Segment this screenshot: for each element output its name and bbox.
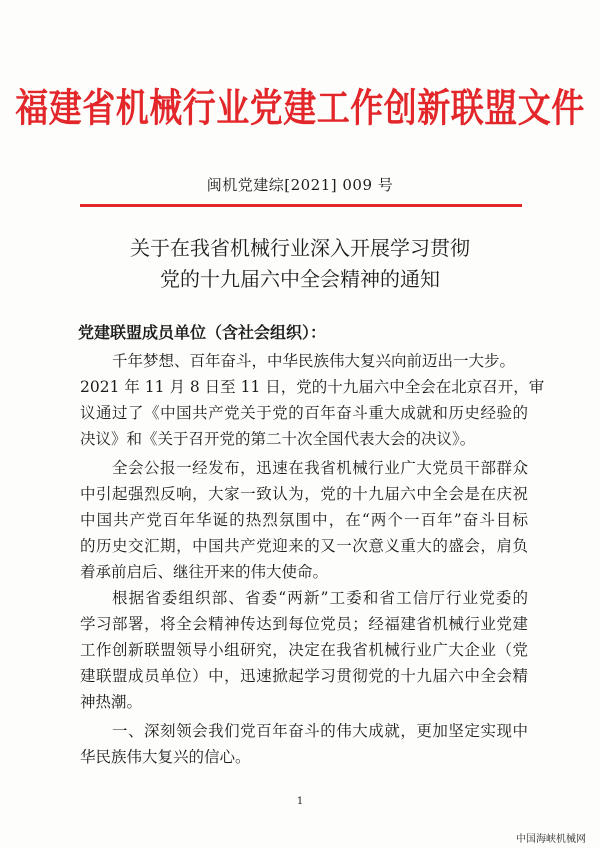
- body-line: 议通过了《中国共产党关于党的百年奋斗重大成就和历史经验的: [80, 404, 528, 422]
- issuing-organization-title: 福建省机械行业党建工作创新联盟文件: [15, 85, 585, 132]
- body-line: 神热潮。: [80, 693, 143, 711]
- body-line: 建联盟成员单位）中，迅速掀起学习贯彻党的十九届六中全会精: [80, 667, 528, 685]
- addressee: 党建联盟成员单位（含社会组织）：: [78, 323, 327, 342]
- body-line: 学习部署，将全会精神传达到每位党员；经福建省机械行业党建: [80, 615, 528, 633]
- body-line: 中引起强烈反响，大家一致认为，党的十九届六中全会是在庆祝: [80, 485, 528, 503]
- body-line: 的历史交汇期，中国共产党迎来的又一次意义重大的盛会，肩负: [80, 537, 528, 555]
- notice-title-line-2: 党的十九届六中全会精神的通知: [160, 267, 440, 291]
- document-number: 闽机党建综[2021] 009 号: [206, 176, 394, 194]
- body-line: 一、深刻领会我们党百年奋斗的伟大成就，更加坚定实现中: [112, 722, 528, 740]
- body-line: 华民族伟大复兴的信心。: [80, 748, 251, 766]
- body-line: 决议》和《关于召开党的第二十次全国代表大会的决议》。: [80, 430, 476, 448]
- body-line: 着承前启后、继往开来的伟大使命。: [80, 563, 329, 581]
- notice-title-line-1: 关于在我省机械行业深入开展学习贯彻: [130, 236, 470, 260]
- source-watermark: 中国海峡机械网: [516, 834, 586, 845]
- red-divider-line: [80, 204, 522, 207]
- body-line: 工作创新联盟领导小组研究，决定在我省机械行业广大企业（党: [80, 641, 528, 659]
- body-line: 中国共产党百年华诞的热烈氛围中，在“两个一百年”奋斗目标: [80, 511, 528, 529]
- body-line: 全会公报一经发布，迅速在我省机械行业广大党员干部群众: [112, 459, 528, 477]
- body-line: 2021 年 11 月 8 日至 11 日，党的十九届六中全会在北京召开，审: [80, 378, 545, 396]
- body-line: 千年梦想、百年奋斗，中华民族伟大复兴向前迈出一大步。: [112, 352, 516, 370]
- page-number: 1: [296, 796, 304, 807]
- body-line: 根据省委组织部、省委“两新”工委和省工信厅行业党委的: [112, 589, 528, 607]
